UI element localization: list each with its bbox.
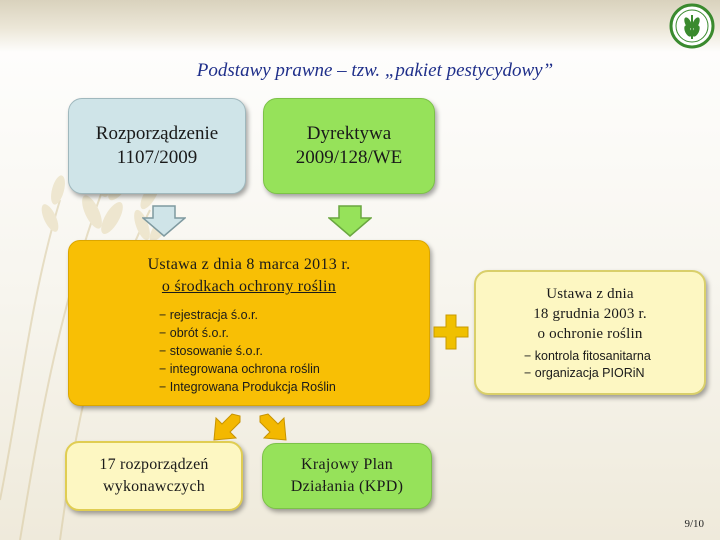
page-number: 9/10 <box>684 518 704 530</box>
act-2003-box <box>474 270 706 395</box>
slide-title: Podstawy prawne – tzw. „pakiet pestycydowy” <box>196 60 554 81</box>
list-item: − integrowana ochrona roślin <box>159 362 320 376</box>
down-arrow-icon <box>328 205 372 237</box>
national-action-plan-line1: Krajowy Plan <box>300 456 394 473</box>
implementing-regulations-line1: 17 rozporządzeń <box>99 456 209 473</box>
regulation-1107-box <box>68 98 246 194</box>
regulation-1107-line2: 1107/2009 <box>116 147 198 168</box>
act-2013-box <box>68 240 430 406</box>
diagonal-arrow-icon <box>210 412 242 444</box>
act-2013-title <box>69 254 429 298</box>
down-arrow-icon <box>142 205 186 237</box>
act-2013-title-line1: Ustawa z dnia 8 marca 2013 r. <box>147 256 351 273</box>
directive-2009-line1: Dyrektywa <box>306 123 392 144</box>
directive-2009-line2: 2009/128/WE <box>295 147 403 168</box>
list-item: − organizacja PIORiN <box>524 366 645 380</box>
act-2013-list <box>159 306 429 396</box>
act-2003-title-line3: o ochronie roślin <box>537 326 643 342</box>
implementing-regulations-box <box>65 441 243 511</box>
list-item: − rejestracja ś.o.r. <box>159 308 258 322</box>
wheat-logo-icon <box>669 3 715 49</box>
list-item: − Integrowana Produkcja Roślin <box>159 380 336 394</box>
act-2003-list <box>476 348 704 382</box>
list-item: − stosowanie ś.o.r. <box>159 344 263 358</box>
national-action-plan-box <box>262 443 432 509</box>
regulation-1107-line1: Rozporządzenie <box>95 123 219 144</box>
list-item: − obrót ś.o.r. <box>159 326 229 340</box>
act-2003-title <box>476 284 704 344</box>
implementing-regulations-line2: wykonawczych <box>103 478 205 495</box>
directive-2009-box <box>263 98 435 194</box>
act-2003-title-line2: 18 grudnia 2003 r. <box>533 306 647 322</box>
list-item: − kontrola fitosanitarna <box>524 349 651 363</box>
plus-icon <box>432 313 470 351</box>
act-2013-title-line2: o środkach ochrony roślin <box>161 278 337 295</box>
national-action-plan-line2: Działania (KPD) <box>290 478 404 495</box>
act-2003-title-line1: Ustawa z dnia <box>546 286 634 302</box>
diagonal-arrow-icon <box>258 412 290 444</box>
